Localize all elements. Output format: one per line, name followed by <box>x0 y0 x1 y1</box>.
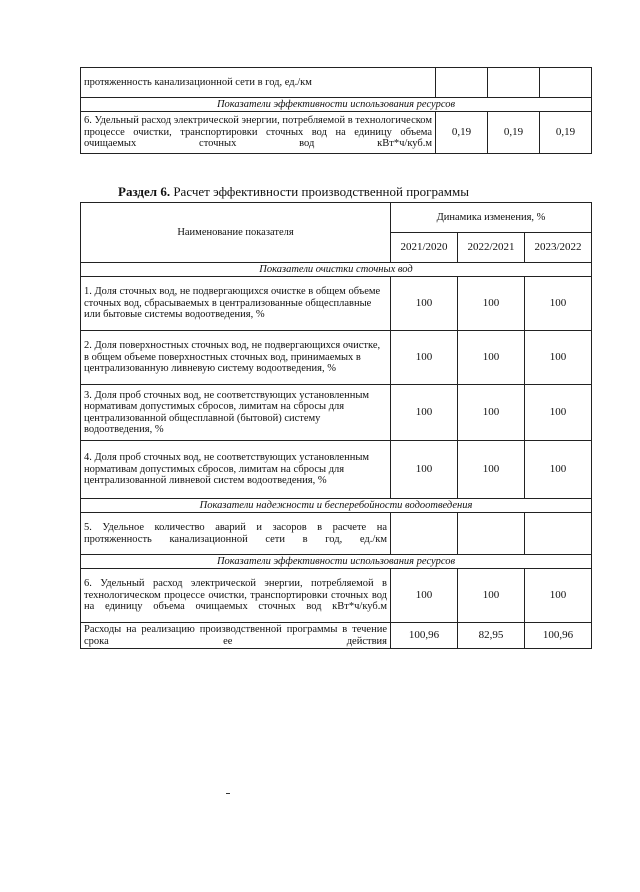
value-cell <box>525 513 592 555</box>
value-cell: 100 <box>391 385 458 441</box>
table-row <box>81 569 592 623</box>
efficiency-table <box>80 202 592 649</box>
value-cell <box>488 68 540 98</box>
table-row <box>81 277 592 331</box>
value-cell: 0,19 <box>540 112 592 154</box>
section-number: Раздел 6. <box>118 184 171 199</box>
value-cell: 82,95 <box>458 623 525 649</box>
value-cell: 100 <box>458 385 525 441</box>
section-title: Показатели надежности и бесперебойности водоотведения <box>81 499 592 513</box>
table-row <box>81 623 592 649</box>
section-row <box>81 98 592 112</box>
section-row <box>81 499 592 513</box>
section-row <box>81 555 592 569</box>
indicator-label: 6. Удельный расход электрической энергии, потребляемой в технологическом процессе очистки, транспортировки сточных вод на единицу объема очищаемых сточных вод кВт*ч/куб.м <box>81 112 436 154</box>
table-row <box>81 385 592 441</box>
year-header: 2023/2022 <box>525 233 592 263</box>
indicator-label: Расходы на реализацию производственной программы в течение срока ее действия <box>81 623 391 649</box>
name-column-header: Наименование показателя <box>81 203 391 263</box>
section-heading <box>118 184 469 200</box>
indicator-label: 2. Доля поверхностных сточных вод, не подвергающихся очистке, в общем объеме поверхностных сточных вод, принимаемых в централизованную ливневую систему водоотведения, % <box>81 331 391 385</box>
value-cell: 100 <box>458 277 525 331</box>
value-cell <box>391 513 458 555</box>
value-cell: 100 <box>391 441 458 499</box>
indicator-label: протяженность канализационной сети в год, ед./км <box>81 68 436 98</box>
section-title: Показатели очистки сточных вод <box>81 263 592 277</box>
value-cell: 100 <box>458 441 525 499</box>
section-row <box>81 263 592 277</box>
indicator-label: 5. Удельное количество аварий и засоров в расчете на протяженность канализационной сети в год, ед./км <box>81 513 391 555</box>
value-cell: 100 <box>458 569 525 623</box>
value-cell: 100 <box>391 569 458 623</box>
value-cell: 100 <box>525 331 592 385</box>
value-cell: 100 <box>458 331 525 385</box>
header-row <box>81 203 592 233</box>
value-cell: 100,96 <box>525 623 592 649</box>
value-cell: 100 <box>525 569 592 623</box>
value-cell: 100 <box>525 441 592 499</box>
value-cell <box>458 513 525 555</box>
value-cell <box>540 68 592 98</box>
previous-indicators-table <box>80 67 592 154</box>
indicator-label: 4. Доля проб сточных вод, не соответствующих установленным нормативам допустимых сбросов, лимитам на сбросы для централизованной ливневой систем водоотведения, % <box>81 441 391 499</box>
section-title: Расчет эффективности производственной программы <box>170 184 469 199</box>
table-row <box>81 68 592 98</box>
table-row <box>81 513 592 555</box>
indicator-label: 6. Удельный расход электрической энергии, потребляемой в технологическом процессе очистки, транспортировки сточных вод на единицу объема очищаемых сточных вод кВт*ч/куб.м <box>81 569 391 623</box>
value-cell: 100 <box>391 277 458 331</box>
value-cell: 100 <box>391 331 458 385</box>
year-header: 2022/2021 <box>458 233 525 263</box>
value-cell <box>436 68 488 98</box>
value-cell: 100,96 <box>391 623 458 649</box>
section-title: Показатели эффективности использования ресурсов <box>81 98 592 112</box>
table-row <box>81 112 592 154</box>
section-title: Показатели эффективности использования ресурсов <box>81 555 592 569</box>
value-cell: 0,19 <box>436 112 488 154</box>
value-cell: 100 <box>525 385 592 441</box>
year-header: 2021/2020 <box>391 233 458 263</box>
value-cell: 0,19 <box>488 112 540 154</box>
value-cell: 100 <box>525 277 592 331</box>
table-row <box>81 331 592 385</box>
dynamics-header: Динамика изменения, % <box>391 203 592 233</box>
indicator-label: 1. Доля сточных вод, не подвергающихся очистке в общем объеме сточных вод, сбрасываемых в централизованные общесплавные или бытовые системы водоотведения, % <box>81 277 391 331</box>
page-mark <box>226 793 230 794</box>
indicator-label: 3. Доля проб сточных вод, не соответствующих установленным нормативам допустимых сбросов, лимитам на сбросы для централизованной общесплавной (бытовой) систему водоотведения, % <box>81 385 391 441</box>
table-row <box>81 441 592 499</box>
